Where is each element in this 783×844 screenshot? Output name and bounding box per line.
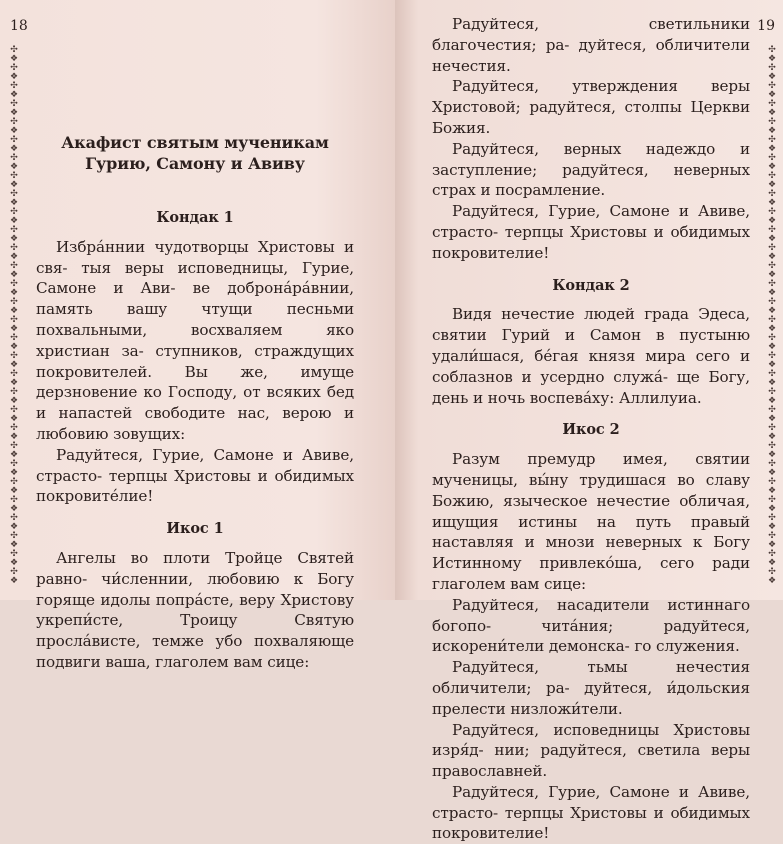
ornament-glyph: ✣	[768, 333, 776, 343]
ornament-glyph: ✣	[10, 423, 18, 433]
ornament-glyph: ❖	[767, 270, 777, 280]
ornament-glyph: ❖	[767, 468, 777, 478]
ornament-glyph: ❖	[767, 108, 777, 118]
ornament-glyph: ✣	[10, 333, 18, 343]
ikos-1-verse-1: Радуйтеся, светильники благочестия; ра- дуйтеся, обличители нечестия.	[432, 15, 750, 75]
ornament-glyph: ❖	[9, 522, 19, 532]
ornament-glyph: ❖	[9, 162, 19, 172]
ornament-glyph: ✣	[10, 351, 18, 361]
ornament-glyph: ❖	[767, 432, 777, 442]
ikos-1-verse-3: Радуйтеся, верных надеждо и заступление; радуйтеся, неверных страх и посрамление.	[432, 139, 750, 200]
ornament-glyph: ✣	[768, 135, 776, 145]
ornament-glyph: ✣	[10, 441, 18, 451]
ornament-glyph: ❖	[9, 270, 19, 280]
ornament-glyph: ✣	[10, 45, 18, 55]
ornament-glyph: ❖	[767, 162, 777, 172]
ornament-glyph: ✣	[768, 369, 776, 379]
ikos-1-text: Ангелы во плоти Тройце Святей равно- чи́сленнии, любовию к Богу горяще идолы попра́сте, веру Христову укрепи́сте, Троицу Святую просла́вистe, темже убо похваляюще подвиги ваша, глаголем вам сице:	[36, 548, 354, 671]
left-page-text	[36, 132, 354, 673]
ornament-glyph: ✣	[10, 477, 18, 487]
ornament-glyph: ❖	[9, 450, 19, 460]
left-page	[0, 0, 395, 671]
ornament-glyph: ❖	[767, 288, 777, 298]
ornament-glyph: ❖	[9, 90, 19, 100]
ornament-glyph: ✣	[10, 207, 18, 217]
ornament-glyph: ✣	[768, 297, 776, 307]
ornament-glyph: ✣	[768, 171, 776, 181]
ornament-glyph: ❖	[9, 180, 19, 190]
ornament-glyph: ❖	[767, 576, 777, 586]
ornament-glyph: ✣	[768, 243, 776, 253]
ornament-glyph: ✣	[768, 99, 776, 109]
ornament-glyph: ❖	[767, 90, 777, 100]
ornament-glyph: ❖	[9, 360, 19, 370]
ornament-glyph: ✣	[10, 369, 18, 379]
ornament-glyph: ❖	[767, 486, 777, 496]
ornament-glyph: ✣	[768, 315, 776, 325]
ornament-glyph: ✣	[768, 531, 776, 541]
ornament-glyph: ✣	[10, 531, 18, 541]
ornament-glyph: ❖	[767, 144, 777, 154]
ornament-glyph: ❖	[9, 108, 19, 118]
ornament-glyph: ✣	[10, 243, 18, 253]
ornament-glyph: ✣	[10, 135, 18, 145]
ornament-glyph: ✣	[768, 387, 776, 397]
ornament-glyph: ❖	[9, 288, 19, 298]
ornament-glyph: ❖	[9, 198, 19, 208]
ornament-glyph: ✣	[10, 225, 18, 235]
ornament-glyph: ✣	[768, 63, 776, 73]
ornament-glyph: ❖	[9, 576, 19, 586]
ornament-glyph: ❖	[9, 378, 19, 388]
ornament-glyph: ✣	[768, 549, 776, 559]
ornament-glyph: ✣	[10, 279, 18, 289]
ikos-2-text: Разум премудр имея, святии мученицы, вы́ну трудишася во славу Божию, языческое нечестие обличая, ищущия истины на путь правый наставляя и мнози неверных к Богу Истинному привлеко́ша, сего ради глаголем вам сице:	[432, 450, 750, 593]
ornament-glyph: ❖	[767, 54, 777, 64]
ornament-glyph: ✣	[10, 171, 18, 181]
title-line-1: Акафист святым мученикам	[61, 133, 329, 152]
kondak-1-refrain: Радуйтеся, Гурие, Самоне и Авиве, страсто- терпцы Христовы и обидимых покровите́лие!	[36, 445, 354, 506]
kondak-2-heading: Кондак 2	[552, 276, 630, 294]
ornament-glyph: ✣	[10, 495, 18, 505]
ornament-glyph: ❖	[9, 342, 19, 352]
ornament-glyph: ❖	[767, 378, 777, 388]
title-line-2: Гурию, Самону и Авиву	[85, 154, 305, 173]
ornament-glyph: ✣	[768, 81, 776, 91]
ornament-glyph: ✣	[10, 387, 18, 397]
ornament-glyph: ✣	[768, 153, 776, 163]
ornament-glyph: ❖	[767, 252, 777, 262]
right-ornament-border	[766, 45, 778, 586]
ornament-glyph: ✣	[768, 477, 776, 487]
right-page-text	[432, 14, 750, 844]
ornament-glyph: ❖	[9, 72, 19, 82]
ornament-glyph: ✣	[768, 441, 776, 451]
ornament-glyph: ❖	[9, 144, 19, 154]
ornament-glyph: ✣	[768, 459, 776, 469]
kondak-1-heading: Кондак 1	[156, 209, 234, 226]
ornament-glyph: ❖	[9, 414, 19, 424]
ikos-2-verse-2: Радуйтеся, тьмы нечестия обличители; ра- дуйтеся, и́дольския прелести низложи́тели.	[432, 658, 750, 718]
ikos-2-heading: Икос 2	[562, 421, 620, 439]
ornament-glyph: ❖	[767, 72, 777, 82]
ornament-glyph: ❖	[767, 216, 777, 226]
ornament-glyph: ❖	[9, 486, 19, 496]
ornament-glyph: ❖	[9, 234, 19, 244]
left-ornament-border	[8, 45, 20, 586]
ornament-glyph: ❖	[767, 234, 777, 244]
ornament-glyph: ❖	[767, 540, 777, 550]
ornament-glyph: ❖	[767, 342, 777, 352]
ornament-glyph: ❖	[9, 126, 19, 136]
ornament-glyph: ❖	[9, 396, 19, 406]
ornament-glyph: ❖	[767, 558, 777, 568]
ornament-glyph: ✣	[10, 99, 18, 109]
ornament-glyph: ❖	[9, 324, 19, 334]
kondak-2-text: Видя нечестие людей града Эдеса, святии Гурий и Самон в пустыню удали́шася, бе́гая князя мира сего и соблазнов и усердно служа́- ще Богу, день и ночь воспева́ху: Аллилуиа.	[432, 305, 750, 407]
ornament-glyph: ✣	[768, 189, 776, 199]
ornament-glyph: ✣	[768, 117, 776, 127]
ornament-glyph: ✣	[768, 279, 776, 289]
ikos-1-verse-2: Радуйтеся, утверждения веры Христовой; радуйтеся, столпы Церкви Божия.	[432, 77, 750, 137]
ornament-glyph: ❖	[767, 360, 777, 370]
ornament-glyph: ✣	[768, 351, 776, 361]
ornament-glyph: ❖	[767, 126, 777, 136]
ornament-glyph: ✣	[768, 405, 776, 415]
kondak-1-text: Избра́ннии чудотворцы Христовы и свя- тыя веры исповедницы, Гурие, Самоне и Ави- ве доброна́ра́внии, память вашу чтущи песньми похвальными, восхваляем яко христиан за- ступников, страждущих покровителей. Вы же, имуще дерзновение ко Господу, от всяких бед и напастей свободите нас, верою и любовию зовущих:	[36, 237, 354, 443]
ornament-glyph: ❖	[9, 432, 19, 442]
ikos-1-heading: Икос 1	[166, 520, 224, 538]
ikos-2-verse-1: Радуйтеся, насадители истиннаго богопо- чита́ния; радуйтеся, искорени́тели демонска- го служения.	[432, 595, 750, 656]
ornament-glyph: ❖	[767, 450, 777, 460]
ornament-glyph: ✣	[768, 225, 776, 235]
ornament-glyph: ✣	[10, 549, 18, 559]
ornament-glyph: ✣	[10, 81, 18, 91]
ornament-glyph: ✣	[10, 189, 18, 199]
ornament-glyph: ✣	[10, 63, 18, 73]
ornament-glyph: ✣	[768, 207, 776, 217]
ornament-glyph: ✣	[768, 261, 776, 271]
ornament-glyph: ❖	[767, 198, 777, 208]
ornament-glyph: ✣	[768, 423, 776, 433]
ikos-2-refrain: Радуйтеся, Гурие, Самоне и Авиве, страсто- терпцы Христовы и обидимых покровителие!	[432, 782, 750, 843]
ornament-glyph: ❖	[9, 216, 19, 226]
ornament-glyph: ✣	[10, 405, 18, 415]
ornament-glyph: ❖	[767, 396, 777, 406]
ornament-glyph: ❖	[767, 306, 777, 316]
ornament-glyph: ❖	[767, 504, 777, 514]
ornament-glyph: ✣	[768, 567, 776, 577]
ornament-glyph: ✣	[10, 117, 18, 127]
ornament-glyph: ❖	[767, 180, 777, 190]
ikos-1-refrain: Радуйтеся, Гурие, Самоне и Авиве, страсто- терпцы Христовы и обидимых покровителие!	[432, 202, 750, 262]
ornament-glyph: ✣	[768, 45, 776, 55]
ornament-glyph: ❖	[9, 252, 19, 262]
page-number-right: 19	[757, 18, 775, 34]
ornament-glyph: ✣	[10, 153, 18, 163]
ornament-glyph: ❖	[9, 54, 19, 64]
ornament-glyph: ✣	[768, 513, 776, 523]
ornament-glyph: ❖	[9, 468, 19, 478]
ornament-glyph: ❖	[9, 504, 19, 514]
ornament-glyph: ❖	[767, 324, 777, 334]
ornament-glyph: ❖	[9, 540, 19, 550]
ornament-glyph: ✣	[10, 261, 18, 271]
akathist-title	[36, 132, 354, 174]
ornament-glyph: ❖	[767, 522, 777, 532]
ornament-glyph: ✣	[768, 495, 776, 505]
ornament-glyph: ❖	[9, 558, 19, 568]
ikos-2-verse-3: Радуйтеся, исповедницы Христовы изря́д- нии; радуйтеся, светила веры православней.	[432, 720, 750, 781]
page-number-left: 18	[10, 18, 28, 34]
ornament-glyph: ❖	[9, 306, 19, 316]
right-page	[395, 0, 783, 843]
ornament-glyph: ✣	[10, 297, 18, 307]
ornament-glyph: ✣	[10, 315, 18, 325]
ornament-glyph: ❖	[767, 414, 777, 424]
ornament-glyph: ✣	[10, 567, 18, 577]
ornament-glyph: ✣	[10, 513, 18, 523]
ornament-glyph: ✣	[10, 459, 18, 469]
